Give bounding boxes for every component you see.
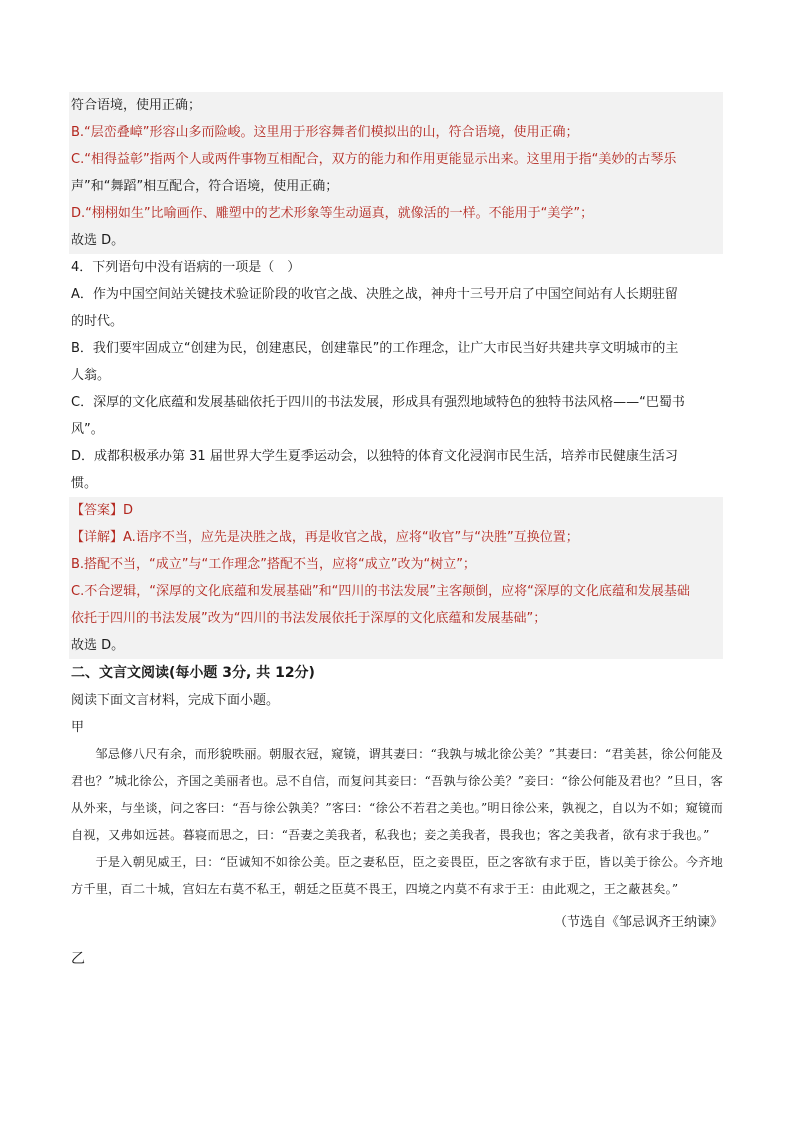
- previous-answer-block: [69, 92, 723, 254]
- answer-tag: 【答案】: [71, 503, 124, 518]
- question-4-answer-block: [69, 497, 723, 659]
- option-line: 惯。: [71, 476, 98, 491]
- detail-line: C.不合逻辑，“深厚的文化底蕴和发展基础”和“四川的书法发展”主客颠倒，应将“深厚的文化底蕴和发展基础: [71, 584, 690, 599]
- option-line: 风”。: [71, 422, 104, 437]
- option-line: C．深厚的文化底蕴和发展基础依托于四川的书法发展，形成具有强烈地域特色的独特书法风格——“巴蜀书: [71, 395, 685, 410]
- detail-line: 故选 D。: [71, 638, 125, 653]
- answer-line: 声”和“舞蹈”相互配合，符合语境，使用正确；: [71, 179, 339, 194]
- detail-row: [71, 524, 723, 551]
- passage-label-jia: 甲: [71, 720, 85, 735]
- answer-row: [71, 497, 723, 524]
- answer-line: 故选 D。: [71, 233, 125, 248]
- passage-label-yi: 乙: [71, 951, 85, 967]
- answer-line: C.“相得益彰”指两个人或两件事物互相配合，双方的能力和作用更能显示出来。这里用于指“美妙的古琴乐: [71, 152, 677, 167]
- answer-line: D.“栩栩如生”比喻画作、雕塑中的艺术形象等生动逼真，就像活的一样。不能用于“美学”；: [71, 206, 594, 221]
- question-4: [71, 254, 723, 497]
- detail-tag: 【详解】: [71, 530, 124, 545]
- option-line: A．作为中国空间站关键技术验证阶段的收官之战、决胜之战，神舟十三号开启了中国空间站有人长期驻留: [71, 287, 678, 302]
- detail-text: A.语序不当，应先是决胜之战，再是收官之战，应将“收官”与“决胜”互换位置；: [123, 530, 579, 545]
- classical-paragraph-1: 邹忌修八尺有余，而形貌昳丽。朝服衣冠，窥镜，谓其妻曰：“我孰与城北徐公美？”其妻曰：“君美甚，徐公何能及君也？”城北徐公，齐国之美丽者也。忌不自信，而复问其妾曰：“吾孰与徐公美？”妾曰：“徐公何能及君也？”旦日，客从外来，与坐谈，问之客曰：“吾与徐公孰美？”客曰：“徐公不若君之美也。”明日徐公来，孰视之，自以为不如；窥镜而自视，又弗如远甚。暮寝而思之，曰：“吾妻之美我者，私我也；妾之美我者，畏我也；客之美我者，欲有求于我也。”: [71, 747, 723, 842]
- question-stem: 4．下列语句中没有语病的一项是（ ）: [71, 260, 301, 275]
- passage-source: （节选自《邹忌讽齐王纳谏》: [553, 915, 723, 930]
- answer-line: 符合语境，使用正确；: [71, 98, 202, 113]
- page-content: [71, 92, 723, 973]
- section-classical-chinese: [71, 659, 723, 973]
- option-line: B．我们要牢固成立“创建为民，创建惠民，创建靠民”的工作理念，让广大市民当好共建共享文明城市的主: [71, 341, 679, 356]
- section-title: 二、文言文阅读(每小题 3分, 共 12分): [71, 665, 315, 681]
- answer-line: B.“层峦叠嶂”形容山多而险峻。这里用于形容舞者们模拟出的山，符合语境，使用正确；: [71, 125, 579, 140]
- option-line: D．成都积极承办第 31 届世界大学生夏季运动会，以独特的体育文化浸润市民生活，培养市民健康生活习: [71, 449, 678, 464]
- option-line: 人翁。: [71, 368, 111, 383]
- option-line: 的时代。: [71, 314, 124, 329]
- section-instruction: 阅读下面文言材料，完成下面小题。: [71, 693, 280, 708]
- detail-line: B.搭配不当，“成立”与“工作理念”搭配不当，应将“成立”改为“树立”；: [71, 557, 476, 572]
- detail-line: 依托于四川的书法发展”改为“四川的书法发展依托于深厚的文化底蕴和发展基础”；: [71, 611, 547, 626]
- classical-paragraph-2: 于是入朝见威王，曰：“臣诚知不如徐公美。臣之妻私臣，臣之妾畏臣，臣之客欲有求于臣，皆以美于徐公。今齐地方千里，百二十城，宫妇左右莫不私王，朝廷之臣莫不畏王，四境之内莫不有求于王：由此观之，王之蔽甚矣。”: [71, 855, 723, 896]
- answer-value: D: [123, 503, 134, 518]
